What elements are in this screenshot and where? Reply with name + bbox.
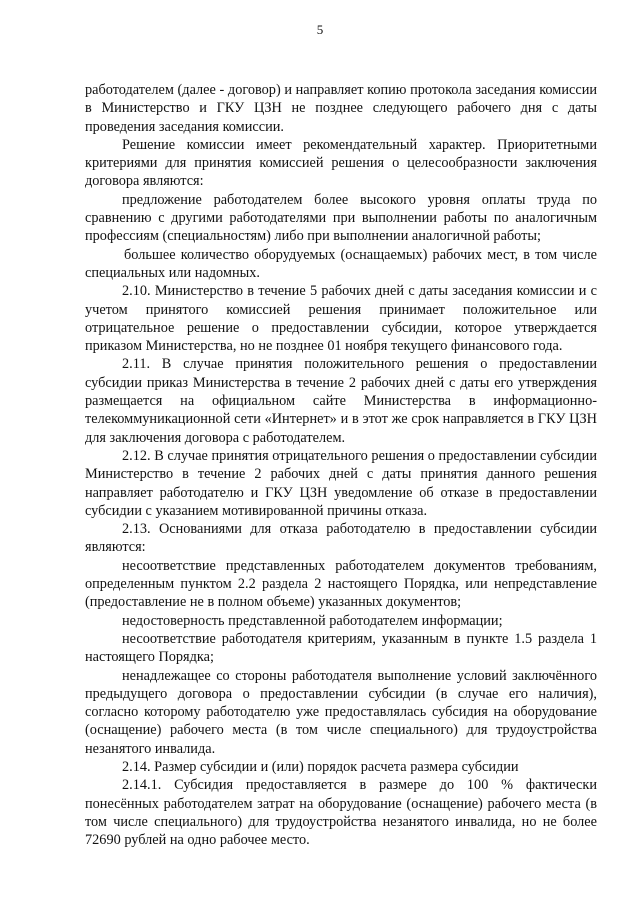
refusal-ground-false-info: недостоверность представленной работодателем информации;	[122, 612, 503, 629]
criterion-higher-pay: предложение работодателем более высокого уровня оплаты труда по сравнению с другими работодателями при выполнении работы по аналогичным профессиям (специальностям) либо при выполнении аналогичной работы;	[85, 191, 597, 245]
page-number: 5	[316, 22, 324, 37]
clause-2-11: 2.11. В случае принятия положительного решения о предоставлении субсидии приказ Министерства в течение 2 рабочих дней с даты его утверждения размещается на официальном сайте Министерства в информационно-телекоммуникационной сети «Интернет» и в этот же срок направляется в ГКУ ЦЗН для заключения договора с работодателем.	[85, 356, 597, 446]
clause-2-13: 2.13. Основаниями для отказа работодателю в предоставлении субсидии являются:	[85, 521, 597, 556]
refusal-ground-criteria: несоответствие работодателя критериям, указанным в пункте 1.5 раздела 1 настоящего Порядка;	[85, 630, 597, 666]
refusal-ground-documents: несоответствие представленных работодателем документов требованиям, определенным пунктом 2.2 раздела 2 настоящего Порядка, или непредставление (предоставление не в полном объеме) указанных документов;	[85, 557, 597, 611]
document-body	[85, 81, 597, 849]
refusal-ground-prior-contract: ненадлежащее со стороны работодателя выполнение условий заключённого предыдущего договора о предоставлении субсидии (в случае его наличия), согласно которому работодателю уже предоставлялась субсидия на оборудование (оснащение) рабочего места (в том числе специального) для трудоустройства незанятого инвалида.	[85, 667, 597, 757]
criterion-more-workplaces: большее количество оборудуемых (оснащаемых) рабочих мест, в том числе специальных или надомных.	[85, 246, 597, 281]
paragraph-commission-decision: Решение комиссии имеет рекомендательный характер. Приоритетными критериями для принятия комиссией решения о целесообразности заключения договора являются:	[85, 136, 597, 190]
clause-2-10: 2.10. Министерство в течение 5 рабочих дней с даты заседания комиссии и с учетом принятого комиссией решения принимает положительное или отрицательное решение о предоставлении субсидии, которое утверждается приказом Министерства, но не позднее 01 ноября текущего финансового года.	[85, 283, 597, 355]
clause-2-14-1: 2.14.1. Субсидия предоставляется в размере до 100 % фактически понесённых работодателем затрат на оборудование (оснащение) рабочего места (в том числе специального) для трудоустройства незанятого инвалида, но не более 72690 рублей на одно рабочее место.	[85, 777, 597, 849]
clause-2-12: 2.12. В случае принятия отрицательного решения о предоставлении субсидии Министерство в течение 2 рабочих дней с даты принятия данного решения направляет работодателю и ГКУ ЦЗН уведомление об отказе в предоставлении субсидии с указанием мотивированной причины отказа.	[85, 447, 597, 519]
clause-2-14-heading: 2.14. Размер субсидии и (или) порядок расчета размера субсидии	[122, 758, 519, 775]
paragraph-protocol-copy: работодателем (далее - договор) и направляет копию протокола заседания комиссии в Министерство и ГКУ ЦЗН не позднее следующего рабочего дня с даты проведения заседания комиссии.	[85, 82, 597, 135]
